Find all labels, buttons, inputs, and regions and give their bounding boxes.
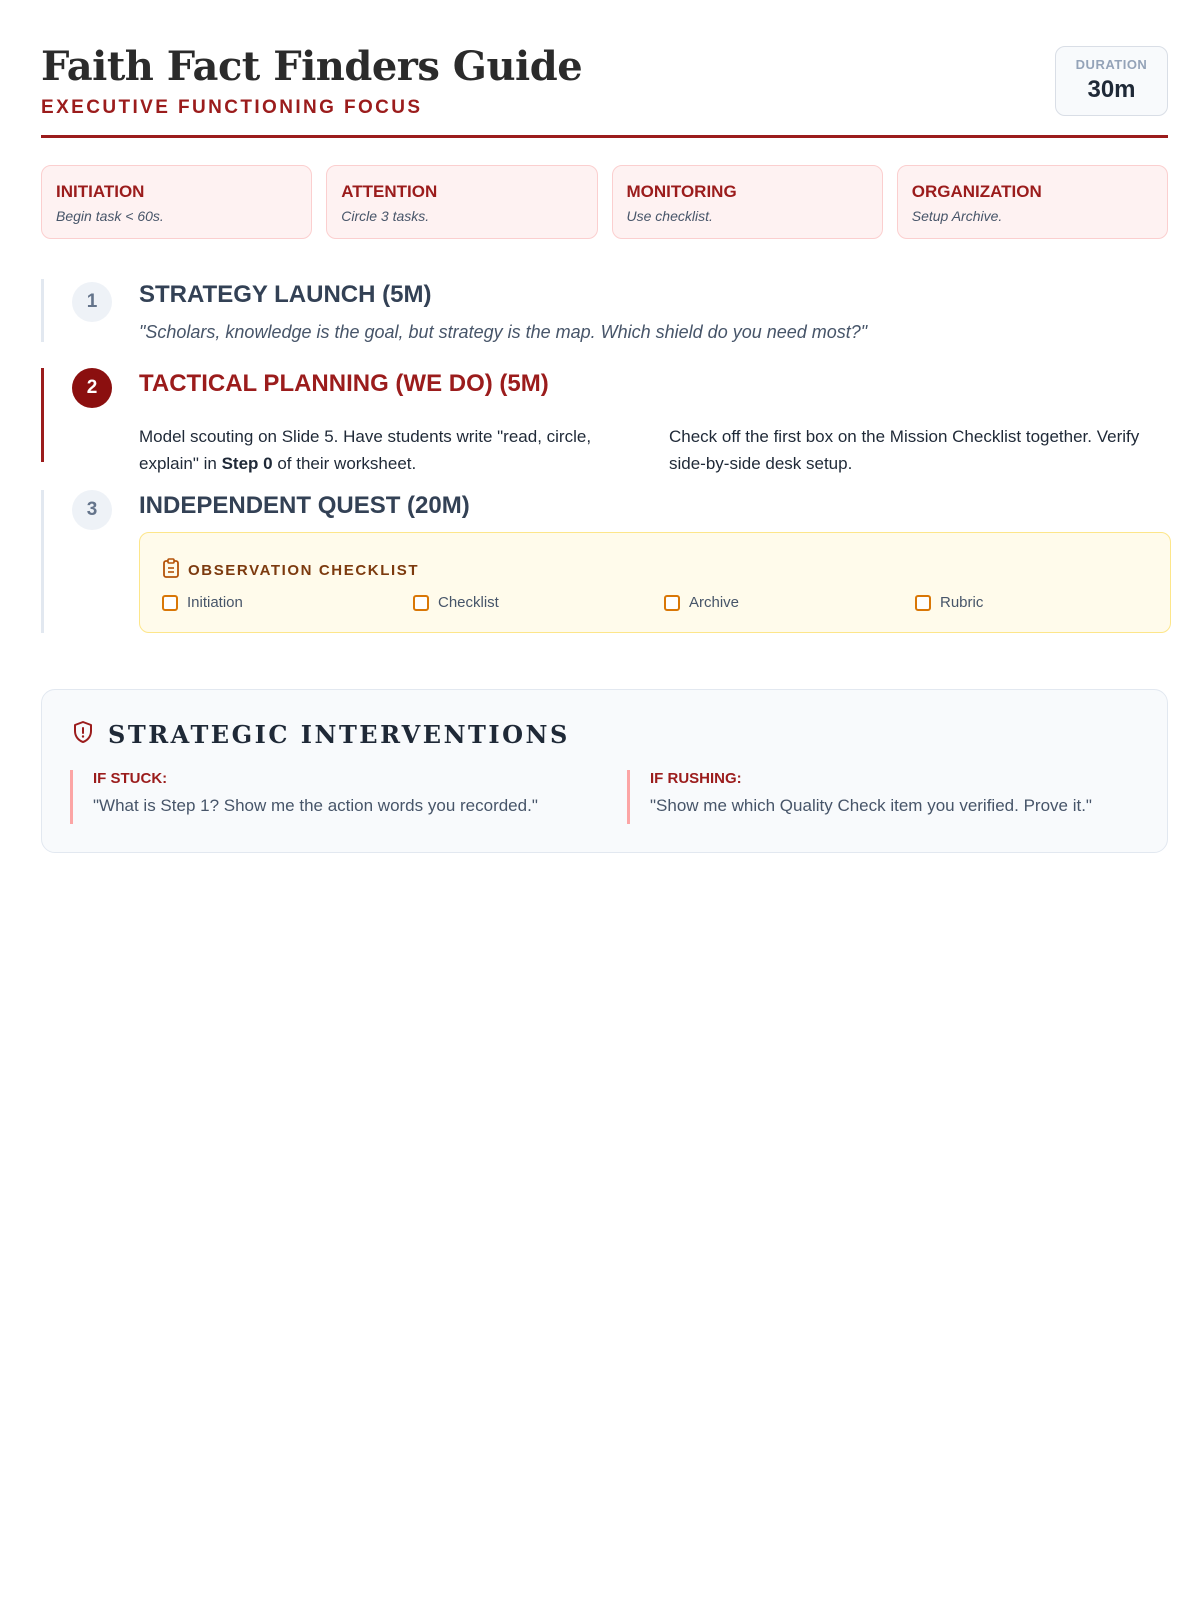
checklist-header [162,558,419,583]
clipboard-icon [162,558,180,583]
step-checklist-note: Check off the first box on the Mission Checklist together. Verify side-by-side desk setup. [669,427,1140,473]
check-label: Rubric [940,594,984,611]
step-number: 2 [72,368,112,408]
checkbox[interactable] [413,595,429,611]
page-title: Faith Fact Finders Guide [41,43,583,90]
intervention-if-stuck [70,770,538,824]
focus-card-monitoring [612,165,883,239]
duration-value: 30m [1087,76,1136,103]
focus-card-attention [326,165,597,239]
step-instructions [139,423,629,477]
strategic-interventions [41,689,1168,853]
step-number: 3 [72,490,112,530]
focus-card-organization [897,165,1168,239]
step-title: STRATEGY LAUNCH (5M) [139,281,432,308]
instructions-emphasis: Step 0 [221,454,273,473]
duration-label: DURATION [1075,57,1148,72]
duration-badge [1055,46,1168,116]
intervention-text: "What is Step 1? Show me the action words you recorded." [93,796,538,815]
check-item-initiation[interactable] [162,594,243,611]
focus-name: ORGANIZATION [911,182,1042,201]
check-label: Initiation [187,594,243,611]
focus-desc: Circle 3 tasks. [341,208,430,224]
step-1 [41,279,1168,342]
header [41,0,1168,138]
step-quote: "Scholars, knowledge is the goal, but strategy is the map. Which shield do you need most?" [139,322,868,342]
focus-desc: Use checklist. [626,208,713,224]
focus-desc: Setup Archive. [911,208,1003,224]
instructions-text-end: of their worksheet. [272,454,417,473]
checkbox[interactable] [162,595,178,611]
checklist-title: OBSERVATION CHECKLIST [188,562,420,579]
instructions-text: Model scouting on Slide 5. Have students write "read, circle, explain" in [139,427,592,473]
page-subtitle: EXECUTIVE FUNCTIONING FOCUS [41,97,423,118]
checkbox[interactable] [664,595,680,611]
focus-name: MONITORING [626,182,737,201]
shield-alert-icon [72,720,94,749]
intervention-label: IF RUSHING: [650,770,742,787]
focus-desc: Begin task < 60s. [56,208,164,224]
check-item-archive[interactable] [664,594,739,611]
check-label: Checklist [438,594,499,611]
focus-name: ATTENTION [341,182,438,201]
step-3 [41,490,1168,633]
focus-card-initiation [41,165,312,239]
lesson-guide [41,0,1168,815]
step-2 [41,368,1168,473]
step-title: INDEPENDENT QUEST (20M) [139,492,470,519]
check-item-checklist[interactable] [413,594,499,611]
intervention-if-rushing [627,770,1092,824]
step-number: 1 [72,282,112,322]
interventions-title: STRATEGIC INTERVENTIONS [108,720,570,749]
check-item-rubric[interactable] [915,594,983,611]
focus-areas [41,165,1168,239]
observation-checklist [139,532,1171,633]
checkbox[interactable] [915,595,931,611]
interventions-header [72,720,570,749]
step-title: TACTICAL PLANNING (WE DO) (5M) [139,370,549,397]
intervention-label: IF STUCK: [93,770,168,787]
focus-name: INITIATION [56,182,145,201]
check-label: Archive [689,594,740,611]
intervention-text: "Show me which Quality Check item you verified. Prove it." [650,796,1092,815]
